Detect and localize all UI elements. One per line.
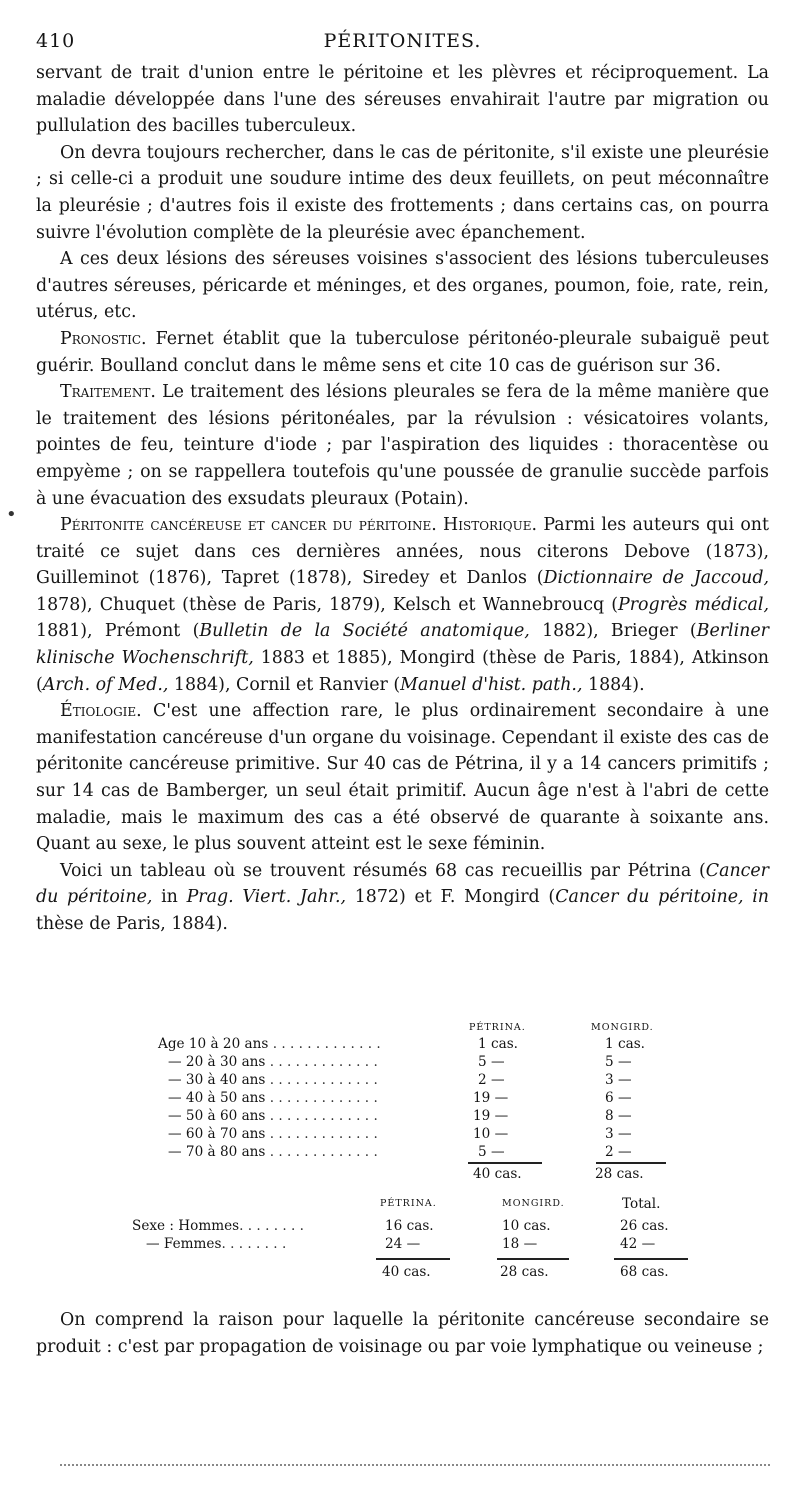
section-heading-etiologie: Étiologie. (60, 701, 142, 722)
sex-sum-rule-mongird (497, 1258, 569, 1260)
sex-sum-rule-total (614, 1258, 688, 1260)
paragraph-3: A ces deux lésions des séreuses voisines s'associent des lésions tuberculeuses d'autres séreuses, péricarde et méninges, et des organes, poumon, foie, rate, rein, utérus, etc. (36, 249, 769, 323)
paragraph-etiologie-text: C'est une affection rare, le plus ordinairement secondaire à une manifestation cancéreuse d'un organe du voisinage. Cependant il existe des cas de péritonite cancéreuse primitive. Sur 40 cas de Pétrina, il y a 14 cancers primitifs ; sur 14 cas de Bamberger, un seul était primitif. Aucun âge n'est à l'abri de cette maladie, mais le maximum des cas a été observé de quarante à soixante ans. Quant au sexe, le plus souvent atteint est le sexe féminin. (36, 701, 770, 855)
citation-cancer-peritoine-2: Cancer du péritoine, in (555, 887, 769, 908)
historique-text-b: 1878), Chuquet (thèse de Paris, 1879), Kelsch et Wannebroucq ( (36, 594, 619, 615)
age-cell-petrina: 2 — (478, 1072, 505, 1088)
age-row: — 20 à 30 ans . . . . . . . . . . . . . (168, 1054, 378, 1070)
section-heading-historique: Péritonite cancéreuse et cancer du péritoine. Historique. (60, 515, 538, 536)
citation-bulletin: Bulletin de la Société anatomique, (199, 621, 530, 642)
age-cell-petrina: 5 — (478, 1144, 505, 1160)
page-number: 410 (36, 30, 76, 52)
age-cell-mongird: 3 — (605, 1126, 632, 1142)
age-row: — 70 à 80 ans . . . . . . . . . . . . . (168, 1144, 378, 1160)
paragraph-2: On devra toujours rechercher, dans le cas de péritonite, s'il existe une pleurésie ; si celle-ci a produit une soudure intime des deux feuillets, on peut méconnaître la pleurésie ; d'autres fois il existe des frottements ; dans certains cas, on pourra suivre l'évolution complète de la pleurésie avec épanchement. (36, 142, 769, 243)
citation-cancer-peritoine-1: Cancer du péritoine, (36, 860, 769, 908)
age-row: — 60 à 70 ans . . . . . . . . . . . . . (168, 1126, 378, 1142)
age-cell-petrina: 19 — (473, 1090, 509, 1106)
paragraph-tableau-intro (36, 858, 769, 938)
historique-text-e: 1883 et 1885), Mongird (thèse de Paris, 1884), Atkinson ( (36, 648, 769, 695)
sex-cell-mongird: 18 — (502, 1236, 538, 1252)
sex-total-mongird: 28 cas. (500, 1264, 549, 1280)
age-cell-mongird: 5 — (605, 1054, 632, 1070)
tableau-intro-b: in (152, 887, 187, 908)
age-cell-petrina: 5 — (478, 1054, 505, 1070)
sex-col-total: Total. (622, 1196, 661, 1212)
margin-bullet: • (6, 504, 17, 525)
age-sum-rule-petrina (468, 1162, 542, 1164)
age-col-petrina: PÉTRINA. (469, 1022, 526, 1033)
sex-total-total: 68 cas. (620, 1264, 669, 1280)
age-cell-mongird: 2 — (605, 1144, 632, 1160)
paragraph-etiologie (36, 698, 769, 858)
page (36, 22, 769, 938)
sex-cell-total: 42 — (620, 1236, 656, 1252)
paragraph-final: On comprend la raison pour laquelle la péritonite cancéreuse secondaire se produit : c'est par propagation de voisinage ou par voie lymphatique ou veineuse ; (36, 1310, 769, 1357)
age-cell-mongird: 3 — (605, 1072, 632, 1088)
age-cell-mongird: 1 cas. (605, 1036, 645, 1052)
age-row: — 30 à 40 ans . . . . . . . . . . . . . (168, 1072, 378, 1088)
age-col-mongird: MONGIRD. (591, 1022, 654, 1033)
sex-col-petrina: PÉTRINA. (380, 1198, 437, 1209)
age-cell-petrina: 19 — (473, 1108, 509, 1124)
age-cell-mongird: 6 — (605, 1090, 632, 1106)
final-paragraph-block (36, 1307, 769, 1360)
paragraph-1: servant de trait d'union entre le péritoine et les plèvres et réciproquement. La maladie développée dans l'une des séreuses envahirait l'autre par migration ou pullulation des bacilles tuberculeux. (36, 63, 769, 137)
sex-cell-mongird: 10 cas. (502, 1218, 551, 1234)
sex-col-mongird: MONGIRD. (502, 1198, 565, 1209)
age-cell-petrina: 10 — (473, 1126, 509, 1142)
paragraph-traitement-text: Le traitement des lésions pleurales se fera de la même manière que le traitement des lésions péritonéales, par la révulsion : vésicatoires volants, pointes de feu, teinture d'iode ; par l'aspiration des liquides : thoracentèse ou empyème ; on se rappellera toutefois qu'une poussée de granulie succède parfois à une évacuation des exsudats pleuraux (Potain). (36, 382, 770, 509)
citation-dictionnaire: Dictionnaire de Jaccoud, (543, 568, 769, 589)
sex-cell-petrina: 16 cas. (385, 1218, 434, 1234)
age-cell-mongird: 8 — (605, 1108, 632, 1124)
sex-total-petrina: 40 cas. (382, 1264, 431, 1280)
age-cell-petrina: 1 cas. (478, 1036, 518, 1052)
tableau-intro-c: 1872) et F. Mongird ( (346, 887, 556, 908)
citation-arch-med: Arch. of Med., (42, 674, 169, 695)
historique-text-a: Parmi les auteurs qui ont traité ce sujet dans ces dernières années, nous citerons Debove (1873), Guilleminot (1876), Tapret (1878), Siredey et Danlos ( (36, 515, 769, 589)
running-title: PÉRITONITES. (323, 30, 482, 52)
paragraph-traitement (36, 379, 769, 512)
age-sum-rule-mongird (596, 1162, 666, 1164)
paragraph-pronostic-text: Fernet établit que la tuberculose péritonéo-pleurale subaiguë peut guérir. Boulland conclut dans le même sens et cite 10 cas de guérison sur 36. (36, 328, 770, 376)
sex-row: — Femmes. . . . . . . . (146, 1236, 287, 1252)
historique-text-f: 1884), Cornil et Ranvier ( (168, 674, 401, 695)
historique-text-c: 1881), Prémont ( (36, 621, 200, 642)
section-heading-traitement: Traitement. (60, 382, 156, 403)
age-total-petrina: 40 cas. (473, 1166, 522, 1182)
tableau-intro-d: thèse de Paris, 1884). (36, 914, 228, 934)
sex-cell-total: 26 cas. (620, 1218, 669, 1234)
bottom-dotted-rule (60, 1464, 770, 1466)
sex-row: Sexe : Hommes. . . . . . . . (132, 1218, 304, 1234)
paragraph-historique (36, 512, 769, 698)
citation-progres-medical: Progrès médical, (618, 594, 769, 615)
page-header (36, 22, 769, 60)
historique-text-g: 1884). (582, 674, 645, 695)
sex-sum-rule-petrina (376, 1258, 450, 1260)
tableau-intro-a: Voici un tableau où se trouvent résumés 68 cas recueillis par Pétrina ( (60, 860, 706, 881)
age-row: — 50 à 60 ans . . . . . . . . . . . . . (168, 1108, 378, 1124)
age-row: Age 10 à 20 ans . . . . . . . . . . . . . (158, 1036, 381, 1052)
citation-berliner: Berliner klinische Wochenschrift, (36, 621, 769, 669)
paragraph-pronostic (36, 326, 769, 379)
age-row: — 40 à 50 ans . . . . . . . . . . . . . (168, 1090, 378, 1106)
citation-prag-viert: Prag. Viert. Jahr., (186, 887, 346, 908)
age-total-mongird: 28 cas. (595, 1166, 644, 1182)
sex-cell-petrina: 24 — (385, 1236, 421, 1252)
section-heading-pronostic: Pronostic. (60, 328, 147, 349)
citation-manuel: Manuel d'hist. path., (400, 674, 583, 695)
historique-text-d: 1882), Brieger ( (529, 621, 697, 642)
